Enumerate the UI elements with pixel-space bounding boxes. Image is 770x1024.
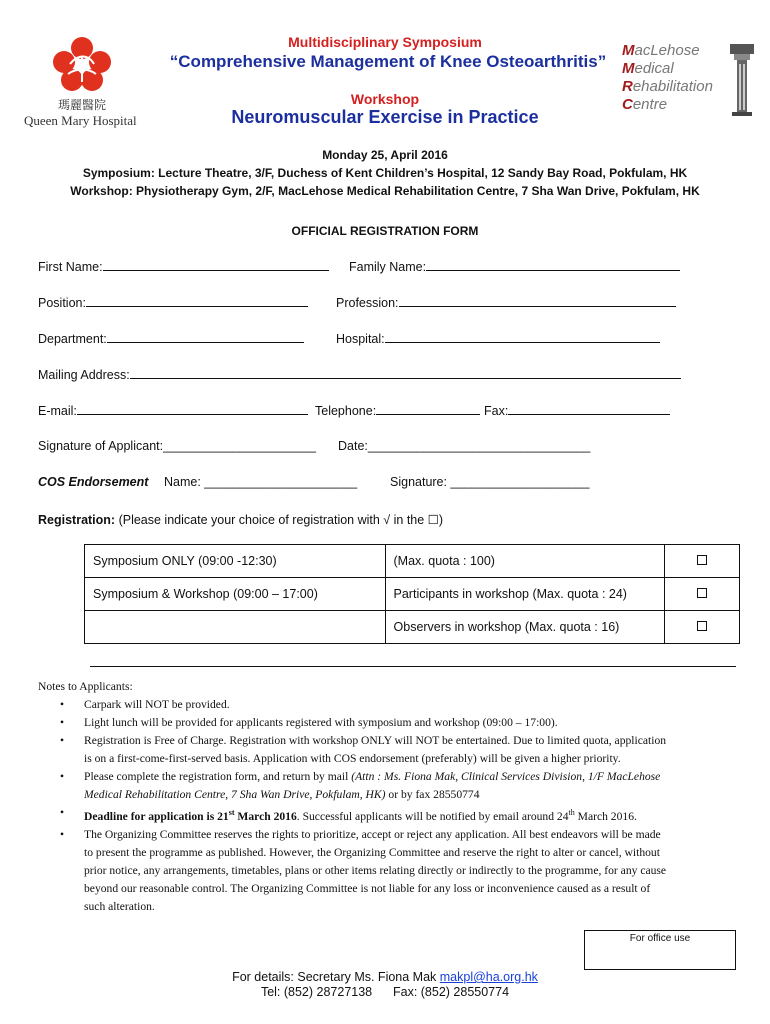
- hospital-field[interactable]: [336, 331, 660, 346]
- footer-details-label: For details: Secretary Ms. Fiona Mak: [232, 970, 440, 984]
- list-item: • Registration is Free of Charge. Registration with workshop ONLY will NOT be entertained. Due to limited quota, application is on a first-come-first-served basis. Application with COS endorsement (preferably) will be given a higher priority.: [60, 734, 667, 765]
- registration-checkbox-cell[interactable]: [665, 545, 740, 578]
- hospital-name-chinese: 瑪麗醫院: [58, 98, 107, 112]
- table-row: [85, 578, 740, 611]
- position-field[interactable]: [38, 295, 308, 310]
- contact-email-link[interactable]: makpl@ha.org.hk: [439, 970, 538, 984]
- registration-checkbox-cell[interactable]: [665, 611, 740, 644]
- telephone-field[interactable]: [315, 403, 480, 418]
- date-field[interactable]: Date:________________________________: [338, 439, 591, 453]
- registration-hint: (Please indicate your choice of registration with √ in the ☐): [118, 513, 444, 527]
- hospital-name-english: Queen Mary Hospital: [24, 113, 137, 128]
- workshop-participant-checkbox[interactable]: [697, 588, 707, 598]
- department-label: Department:: [38, 332, 107, 346]
- signature-applicant-field[interactable]: Signature of Applicant:______________________: [38, 439, 317, 453]
- list-item: • Please complete the registration form, and return by mail (Attn : Ms. Fiona Mak, Clinical Services Division, 1/F MacLehose Medical Rehabilitation Centre, 7 Sha Wan Drive, Pokfulam, HK) or by fax 28550774: [60, 770, 661, 801]
- registration-option: Symposium & Workshop (09:00 – 17:00): [85, 578, 386, 611]
- table-row: [85, 545, 740, 578]
- registration-quota: Participants in workshop (Max. quota : 24): [385, 578, 665, 611]
- footer-details: [0, 970, 770, 984]
- telephone-label: Telephone:: [315, 404, 377, 418]
- first-name-label: First Name:: [38, 260, 103, 274]
- registration-instruction: [38, 512, 443, 527]
- first-name-field[interactable]: [38, 259, 329, 274]
- email-label: E-mail:: [38, 404, 77, 418]
- list-item: • The Organizing Committee reserves the rights to prioritize, accept or reject any application. All best endeavors will be made to present the programme as published. However, the Organizing Committee and reserve the right to alter or cancel, without prior notice, any arrangements, timetables, plans or other items relating directly or indirectly to the programme, for any cause beyond our reasonable control. The Organizing Committee is not liable for any loss or inconvenience caused as a result of such alteration.: [60, 827, 667, 913]
- section-divider: [90, 666, 736, 667]
- family-name-field[interactable]: [349, 259, 680, 274]
- footer-tel: Tel: (852) 28727138: [260, 985, 373, 999]
- footer-contact: [0, 985, 770, 999]
- fax-label: Fax:: [484, 404, 509, 418]
- office-use-label: For office use: [629, 933, 691, 944]
- notes-heading: Notes to Applicants:: [38, 680, 133, 693]
- event-date: Monday 25, April 2016: [322, 148, 448, 162]
- mailing-address-label: Mailing Address:: [38, 368, 130, 382]
- registration-quota: Observers in workshop (Max. quota : 16): [385, 611, 665, 644]
- registration-label: Registration:: [38, 513, 116, 527]
- registration-checkbox-cell[interactable]: [665, 578, 740, 611]
- department-field[interactable]: [38, 331, 304, 346]
- fax-field[interactable]: [484, 403, 670, 418]
- workshop-venue: Workshop: Physiotherapy Gym, 2/F, MacLehose Medical Rehabilitation Centre, 7 Sha Wan Drive, Pokfulam, HK: [70, 184, 700, 198]
- symposium-only-checkbox[interactable]: [697, 555, 707, 565]
- registration-option: [85, 611, 386, 644]
- workshop-title: Neuromuscular Exercise in Practice: [231, 107, 539, 127]
- workshop-label: Workshop: [350, 91, 420, 107]
- registration-table: [84, 544, 740, 644]
- registration-option: Symposium ONLY (09:00 -12:30): [85, 545, 386, 578]
- notes-section: [38, 678, 738, 916]
- table-row: [85, 611, 740, 644]
- symposium-title: “Comprehensive Management of Knee Osteoarthritis”: [169, 52, 607, 71]
- queen-mary-hospital-logo: [40, 34, 124, 96]
- cos-signature-field[interactable]: Signature: ____________________: [390, 475, 590, 489]
- centre-name: MacLehose Medical Rehabilitation Centre: [622, 42, 713, 113]
- symposium-venue: Symposium: Lecture Theatre, 3/F, Duchess of Kent Children’s Hospital, 12 Sandy Bay Road, Pokfulam, HK: [82, 166, 688, 180]
- workshop-observer-checkbox[interactable]: [697, 621, 707, 631]
- symposium-label: Multidisciplinary Symposium: [288, 34, 482, 50]
- list-item: • Light lunch will be provided for applicants registered with symposium and workshop (09:00 – 17:00).: [60, 716, 558, 729]
- mailing-address-field[interactable]: [38, 367, 681, 382]
- hospital-label: Hospital:: [336, 332, 385, 346]
- cos-endorsement-title: COS Endorsement: [38, 475, 149, 489]
- list-item: • Deadline for application is 21st March 2016. Successful applicants will be notified by email around 24th March 2016.: [60, 806, 637, 823]
- list-item: • Carpark will NOT be provided.: [60, 698, 230, 711]
- position-label: Position:: [38, 296, 86, 310]
- cos-endorsement-label: [38, 475, 148, 489]
- profession-label: Profession:: [336, 296, 399, 310]
- footer-fax: Fax: (852) 28550774: [392, 985, 510, 999]
- email-field[interactable]: [38, 403, 308, 418]
- registration-quota: (Max. quota : 100): [385, 545, 665, 578]
- family-name-label: Family Name:: [349, 260, 427, 274]
- profession-field[interactable]: [336, 295, 676, 310]
- centre-tower-logo: [728, 42, 756, 118]
- office-use-box: [584, 930, 736, 970]
- cos-name-field[interactable]: Name: ______________________: [164, 475, 358, 489]
- form-title: OFFICIAL REGISTRATION FORM: [291, 224, 479, 238]
